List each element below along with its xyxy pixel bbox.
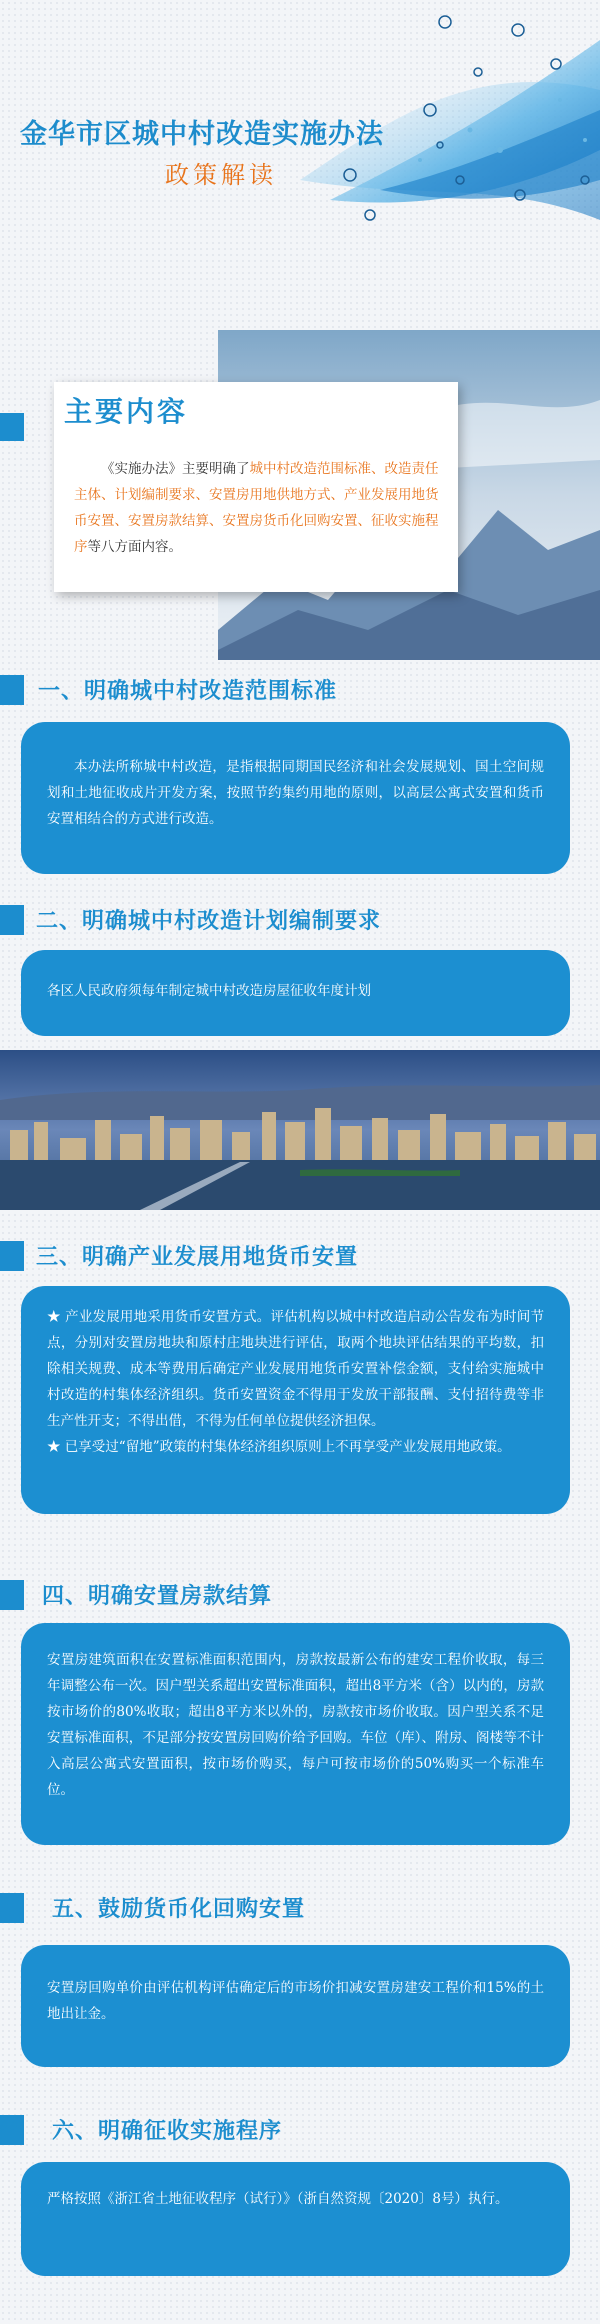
page-title: 金华市区城中村改造实施办法 <box>20 119 384 150</box>
intro-card <box>54 382 458 592</box>
section-5-heading <box>0 1890 600 1928</box>
section-marker <box>0 1241 24 1271</box>
section-paragraph: 安置房回购单价由评估机构评估确定后的市场价扣减安置房建安工程价和15%的土地出让金。 <box>47 1980 544 2022</box>
section-title: 四、明确安置房款结算 <box>42 1584 273 1609</box>
section-2-card <box>21 950 570 1036</box>
section-paragraph: 本办法所称城中村改造，是指根据同期国民经济和社会发展规划、国土空间规划和土地征收成片开发方案，按照节约集约用地的原则，以高层公寓式安置和货币安置相结合的方式进行改造。 <box>47 759 544 827</box>
section-paragraph: 严格按照《浙江省土地征收程序（试行）》（浙自然资规〔2020〕8号）执行。 <box>47 2191 509 2207</box>
intro-prefix: 《实施办法》主要明确了 <box>101 461 250 477</box>
section-1-heading <box>0 672 600 710</box>
header-banner <box>0 0 600 330</box>
section-marker <box>0 1580 24 1610</box>
section-paragraph: 安置房建筑面积在安置标准面积范围内，房款按最新公布的建安工程价收取，每三年调整公布一次。因户型关系超出安置标准面积，超出8平方米（含）以内的，房款按市场价的80%收取；超出8平方米以外的，房款按市场价收取。因户型关系不足安置标准面积，不足部分按安置房回购价给予回购。车位（库）、附房、阁楼等不计入高层公寓式安置面积，按市场价购买，每户可按市场价的50%购买一个标准车位。 <box>47 1652 544 1798</box>
section-4-card <box>21 1623 570 1845</box>
intro-section <box>0 330 600 660</box>
section-title: 六、明确征收实施程序 <box>52 2119 283 2144</box>
section-6-heading <box>0 2112 600 2150</box>
section-4-heading <box>0 1577 600 1615</box>
section-paragraph: 各区人民政府须每年制定城中村改造房屋征收年度计划 <box>47 983 371 999</box>
intro-marker <box>0 413 24 441</box>
intro-body <box>74 456 450 560</box>
intro-highlight: 城中村改造范围标准、改造责任主体、计划编制要求、安置房用地供地方式、产业发展用地货币安置、安置房款结算、安置房货币化回购安置、征收实施程序 <box>74 461 439 555</box>
intro-suffix: 等八方面内容。 <box>87 539 182 555</box>
section-paragraph: ★ 产业发展用地采用货币安置方式。评估机构以城中村改造启动公告发布为时间节点，分别对安置房地块和原村庄地块进行评估，取两个地块评估结果的平均数，扣除相关规费、成本等费用后确定产业发展用地货币安置补偿金额，支付给实施城中村改造的村集体经济组织。货币安置资金不得用于发放干部报酬、支付招待费等非生产性开支；不得出借，不得为任何单位提供经济担保。 <box>47 1309 544 1429</box>
section-2-heading <box>0 902 600 940</box>
section-title: 五、鼓励货币化回购安置 <box>52 1897 306 1922</box>
section-5-card <box>21 1945 570 2067</box>
intro-heading: 主要内容 <box>64 395 189 428</box>
city-skyline-image <box>0 1050 600 1210</box>
section-paragraph: ★ 已享受过“留地”政策的村集体经济组织原则上不再享受产业发展用地政策。 <box>47 1439 511 1455</box>
header-decoration <box>0 0 600 330</box>
section-1-card <box>21 722 570 874</box>
section-6-card <box>21 2162 570 2276</box>
section-3-card <box>21 1286 570 1514</box>
section-marker <box>0 905 24 935</box>
section-title: 一、明确城中村改造范围标准 <box>38 679 338 704</box>
page-subtitle: 政策解读 <box>165 161 277 189</box>
section-3-heading <box>0 1238 600 1276</box>
section-marker <box>0 2115 24 2145</box>
section-marker <box>0 675 24 705</box>
section-title: 二、明确城中村改造计划编制要求 <box>36 909 382 934</box>
section-title: 三、明确产业发展用地货币安置 <box>36 1245 359 1270</box>
section-marker <box>0 1893 24 1923</box>
